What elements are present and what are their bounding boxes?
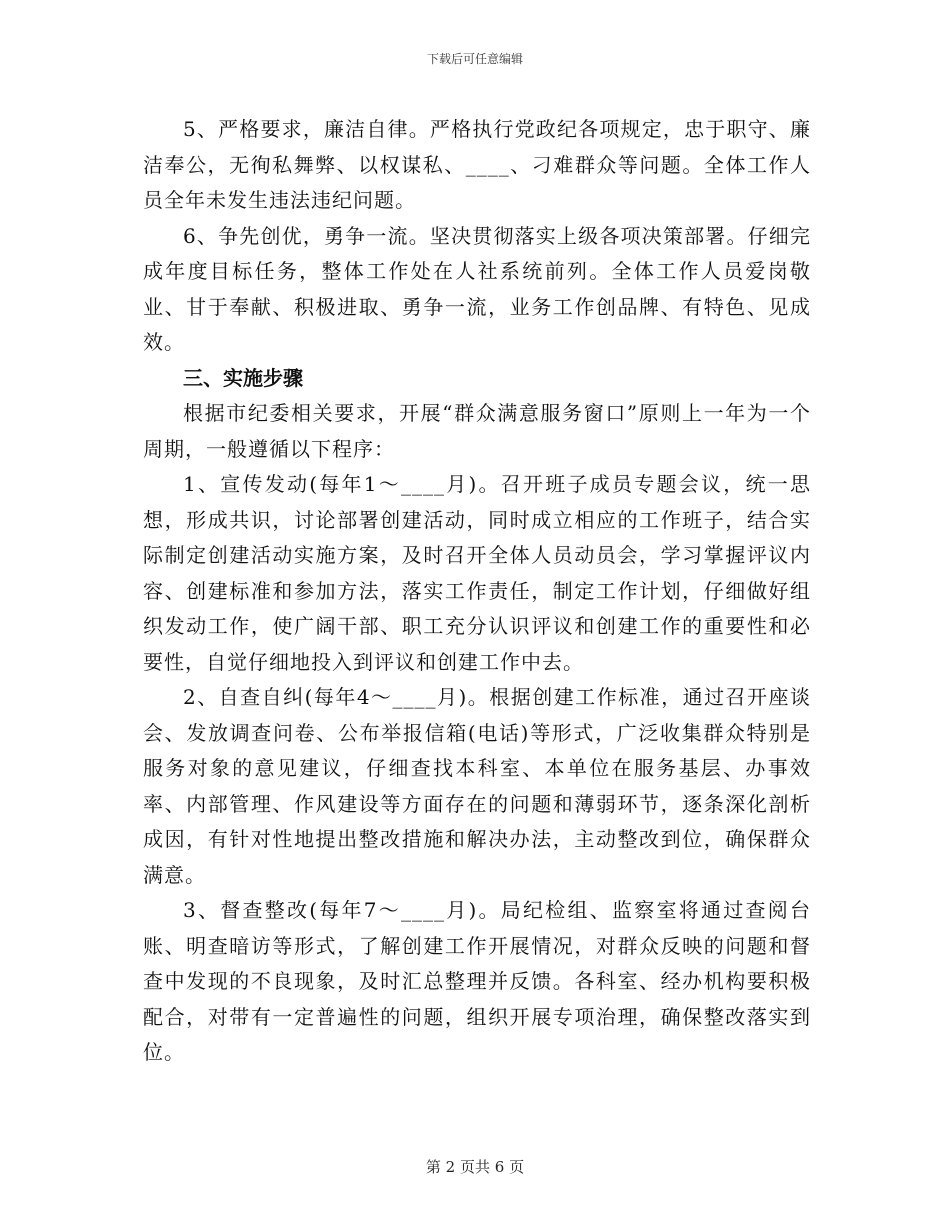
document-body [143,112,811,1071]
section-heading: 三、实施步骤 [183,365,303,390]
paragraph-item-6: 6、争先创优，勇争一流。坚决贯彻落实上级各项决策部署。仔细完成年度目标任务，整体工作处在人社系统前列。全体工作人员爱岗敬业、甘于奉献、积极进取、勇争一流，业务工作创品牌、有特色、见成效。 [143,223,811,354]
paragraph-intro: 根据市纪委相关要求，开展“群众满意服务窗口”原则上一年为一个周期，一般遵循以下程序： [143,401,811,461]
page-footer: 第 2 页共 6 页 [425,1158,525,1176]
paragraph-step-3: 3、督查整改(每年7～____月)。局纪检组、监察室将通过查阅台账、明查暗访等形式，了解创建工作开展情况，对群众反映的问题和督查中发现的不良现象，及时汇总整理并反馈。各科室、经办机构要积极配合，对带有一定普遍性的问题，组织开展专项治理，确保整改落实到位。 [143,898,811,1064]
paragraph-item-5: 5、严格要求，廉洁自律。严格执行党政纪各项规定，忠于职守、廉洁奉公，无徇私舞弊、以权谋私、____、刁难群众等问题。全体工作人员全年未发生违法违纪问题。 [143,117,811,212]
paragraph-step-1: 1、宣传发动(每年1～____月)。召开班子成员专题会议，统一思想，形成共识，讨论部署创建活动，同时成立相应的工作班子，结合实际制定创建活动实施方案，及时召开全体人员动员会，学习掌握评议内容、创建标准和参加方法，落实工作责任，制定工作计划，仔细做好组织发动工作，使广阔干部、职工充分认识评议和创建工作的重要性和必要性，自觉仔细地投入到评议和创建工作中去。 [143,472,811,674]
paragraph-step-2: 2、自查自纠(每年4～____月)。根据创建工作标准，通过召开座谈会、发放调查问卷、公布举报信箱(电话)等形式，广泛收集群众特别是服务对象的意见建议，仔细查找本科室、本单位在服务基层、办事效率、内部管理、作风建设等方面存在的问题和薄弱环节，逐条深化剖析成因，有针对性地提出整改措施和解决办法，主动整改到位，确保群众满意。 [143,685,811,887]
page-header: 下载后可任意编辑 [426,52,523,66]
